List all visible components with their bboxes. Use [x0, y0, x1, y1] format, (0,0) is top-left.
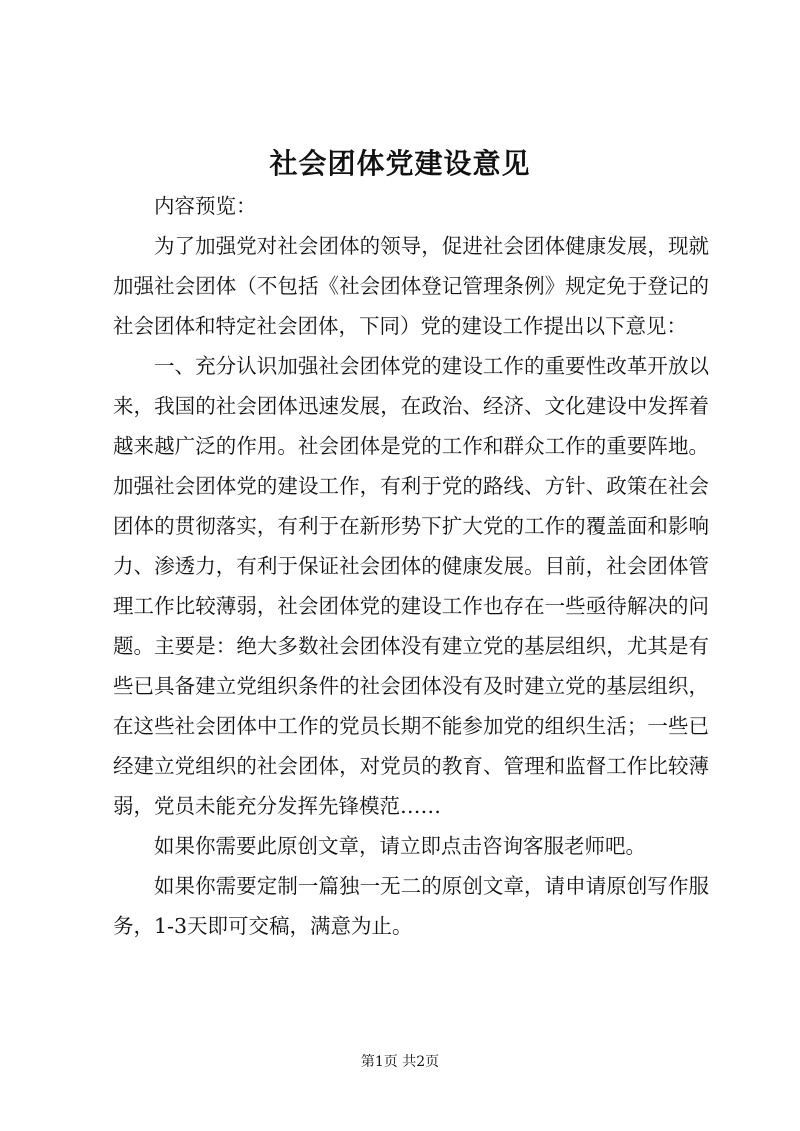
document-body	[113, 186, 709, 946]
contact-paragraph: 如果你需要此原创文章，请立即点击咨询客服老师吧。	[154, 834, 646, 858]
preview-label: 内容预览：	[154, 194, 257, 218]
document-title: 社会团体党建设意见	[269, 147, 531, 180]
section-one-paragraph: 一、充分认识加强社会团体党的建设工作的重要性改革开放以来，我国的社会团体迅速发展，在政治、经济、文化建设中发挥着越来越广泛的作用。社会团体是党的工作和群众工作的重要阵地。加强社会团体党的建设工作，有利于党的路线、方针、政策在社会团体的贯彻落实，有利于在新形势下扩大党的工作的覆盖面和影响力、渗透力，有利于保证社会团体的健康发展。目前，社会团体管理工作比较薄弱，社会团体党的建设工作也存在一些亟待解决的问题。主要是：绝大多数社会团体没有建立党的基层组织，尤其是有些已具备建立党组织条件的社会团体没有及时建立党的基层组织，在这些社会团体中工作的党员长期不能参加党的组织生活；一些已经建立党组织的社会团体，对党员的教育、管理和监督工作比较薄弱，党员未能充分发挥先锋模范……	[113, 354, 709, 818]
intro-paragraph: 为了加强党对社会团体的领导，促进社会团体健康发展，现就加强社会团体（不包括《社会团体登记管理条例》规定免于登记的社会团体和特定社会团体，下同）党的建设工作提出以下意见：	[113, 234, 709, 338]
page-number-footer: 第1页 共2页	[360, 1054, 440, 1070]
custom-writing-paragraph: 如果你需要定制一篇独一无二的原创文章，请申请原创写作服务，1-3天即可交稿，满意为止。	[113, 874, 709, 938]
